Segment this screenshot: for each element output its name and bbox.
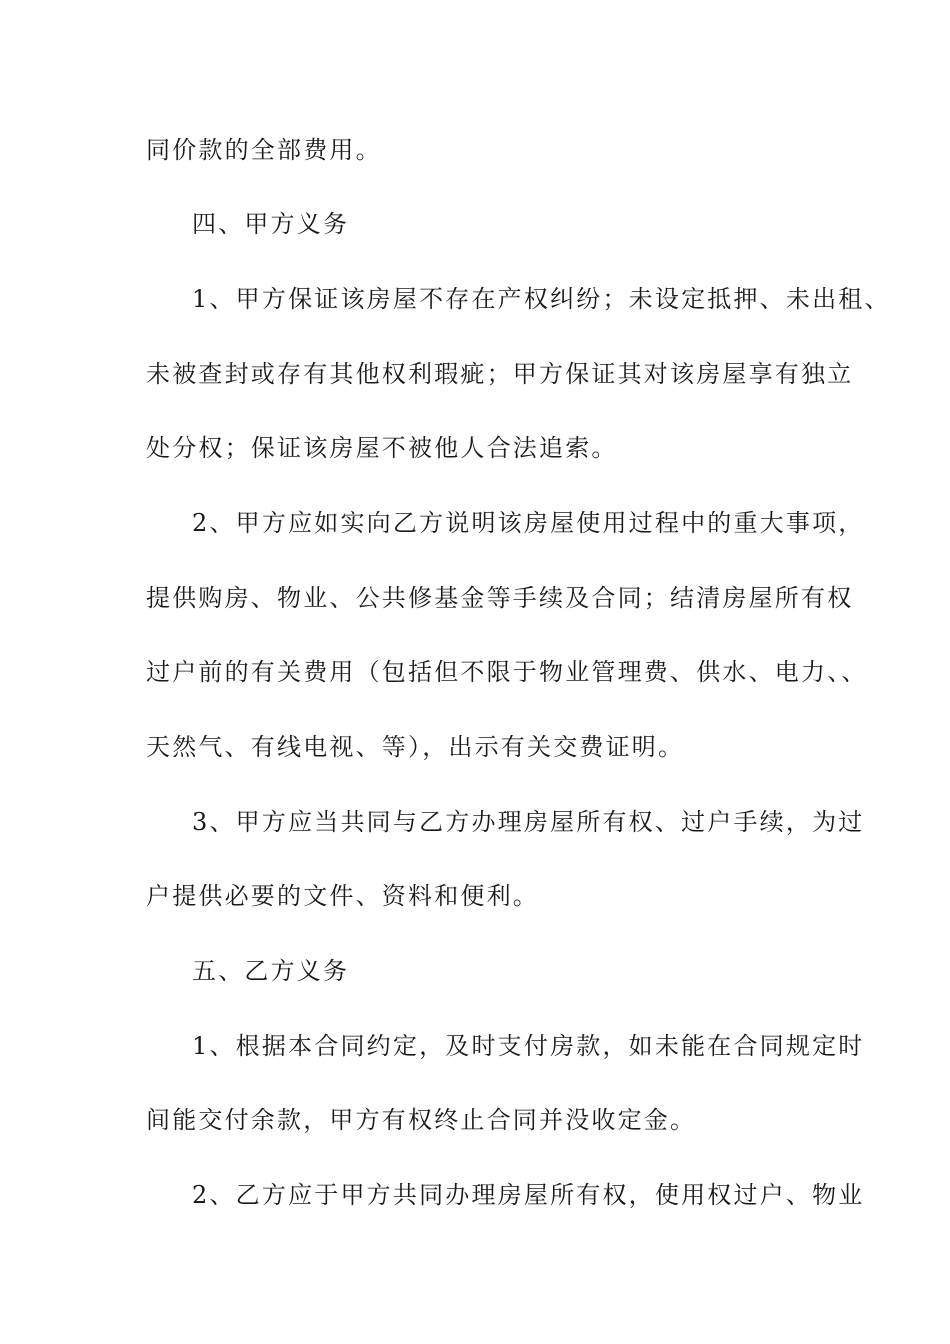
text-line-11: 户提供必要的文件、资料和便利。 [146, 882, 539, 910]
text-line-10: 3、甲方应当共同与乙方办理房屋所有权、过户手续，为过 [192, 808, 865, 836]
text-line-13: 1、根据本合同约定，及时支付房款，如未能在合同规定时 [192, 1032, 865, 1060]
text-line-3: 1、甲方保证该房屋不存在产权纠纷；未设定抵押、未出租、 [192, 285, 891, 313]
text-line-15: 2、乙方应于甲方共同办理房屋所有权，使用权过户、物业 [192, 1181, 865, 1209]
text-line-7: 提供购房、物业、公共修基金等手续及合同；结清房屋所有权 [146, 584, 854, 612]
text-line-1: 同价款的全部费用。 [146, 136, 382, 164]
section-heading-5: 五、乙方义务 [192, 957, 350, 985]
text-line-5: 处分权；保证该房屋不被他人合法追索。 [146, 434, 618, 462]
text-line-6: 2、甲方应如实向乙方说明该房屋使用过程中的重大事项， [192, 509, 865, 537]
text-line-9: 天然气、有线电视、等），出示有关交费证明。 [146, 733, 685, 761]
section-heading-4: 四、甲方义务 [192, 210, 350, 238]
text-line-14: 间能交付余款，甲方有权终止合同并没收定金。 [146, 1106, 697, 1134]
text-line-4: 未被查封或存有其他权利瑕疵；甲方保证其对该房屋享有独立 [146, 360, 854, 388]
text-line-8: 过户前的有关费用（包括但不限于物业管理费、供水、电力、、 [146, 658, 868, 686]
